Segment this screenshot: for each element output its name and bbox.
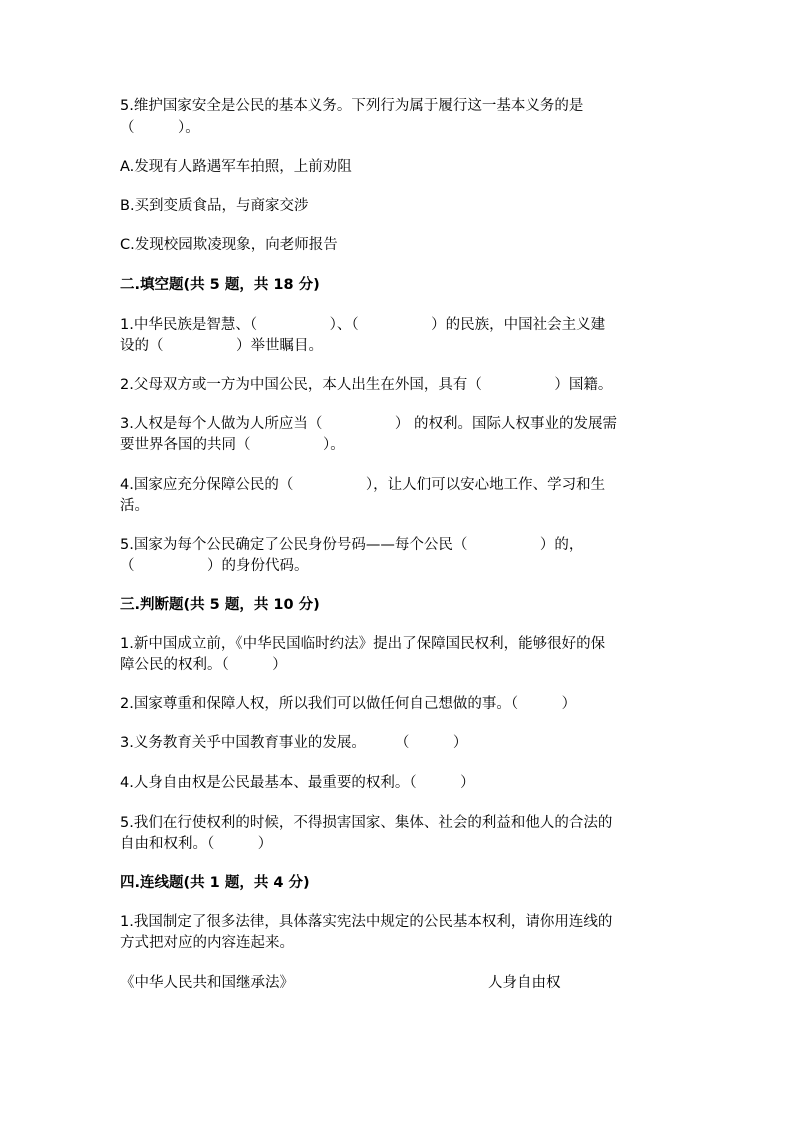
- option-a: A.发现有人路遇军车拍照，上前劝阻: [120, 159, 352, 175]
- fill-3-line2: 要世界各国的共同（ ）。: [120, 437, 345, 453]
- fill-3-line1: 3.人权是每个人做为人所应当（ ） 的权利。国际人权事业的发展需: [120, 416, 617, 432]
- section-heading-fill-blank: 二.填空题(共 5 题，共 18 分): [120, 277, 320, 293]
- matching-left-item: 《中华人民共和国继承法》: [120, 975, 294, 991]
- matching-prompt-line2: 方式把对应的内容连起来。: [120, 935, 294, 951]
- tf-5-line2: 自由和权利。（ ）: [120, 836, 273, 852]
- option-c: C.发现校园欺凌现象，向老师报告: [120, 237, 338, 253]
- fill-4-line1: 4.国家应充分保障公民的（ ），让人们可以安心地工作、学习和生: [120, 477, 606, 493]
- option-b: B.买到变质食品，与商家交涉: [120, 198, 309, 214]
- fill-5-line2: （ ）的身份代码。: [120, 558, 309, 574]
- fill-1-line2: 设的（ ）举世瞩目。: [120, 338, 323, 354]
- fill-4-line2: 活。: [120, 498, 149, 514]
- question-5-line2: （ ）。: [120, 120, 200, 136]
- question-5-line1: 5.维护国家安全是公民的基本义务。下列行为属于履行这一基本义务的是: [120, 98, 584, 114]
- tf-1-line2: 障公民的权利。（ ）: [120, 657, 287, 673]
- section-heading-matching: 四.连线题(共 1 题，共 4 分): [120, 875, 310, 891]
- fill-2-line1: 2.父母双方或一方为中国公民，本人出生在外国，具有（ ）国籍。: [120, 377, 613, 393]
- fill-1-line1: 1.中华民族是智慧、（ ）、（ ）的民族，中国社会主义建: [120, 317, 606, 333]
- tf-1-line1: 1.新中国成立前，《中华民国临时约法》提出了保障国民权利，能够很好的保: [120, 636, 606, 652]
- fill-5-line1: 5.国家为每个公民确定了公民身份号码——每个公民（ ）的，: [120, 537, 584, 553]
- tf-2-line1: 2.国家尊重和保障人权，所以我们可以做任何自己想做的事。（ ）: [120, 696, 577, 712]
- tf-4-line1: 4.人身自由权是公民最基本、最重要的权利。（ ）: [120, 775, 475, 791]
- section-heading-true-false: 三.判断题(共 5 题，共 10 分): [120, 597, 320, 613]
- matching-right-item: 人身自由权: [488, 975, 561, 991]
- tf-3-line1: 3.义务教育关乎中国教育事业的发展。 （ ）: [120, 735, 468, 751]
- tf-5-line1: 5.我们在行使权利的时候，不得损害国家、集体、社会的利益和他人的合法的: [120, 815, 613, 831]
- matching-prompt-line1: 1.我国制定了很多法律，具体落实宪法中规定的公民基本权利，请你用连线的: [120, 914, 613, 930]
